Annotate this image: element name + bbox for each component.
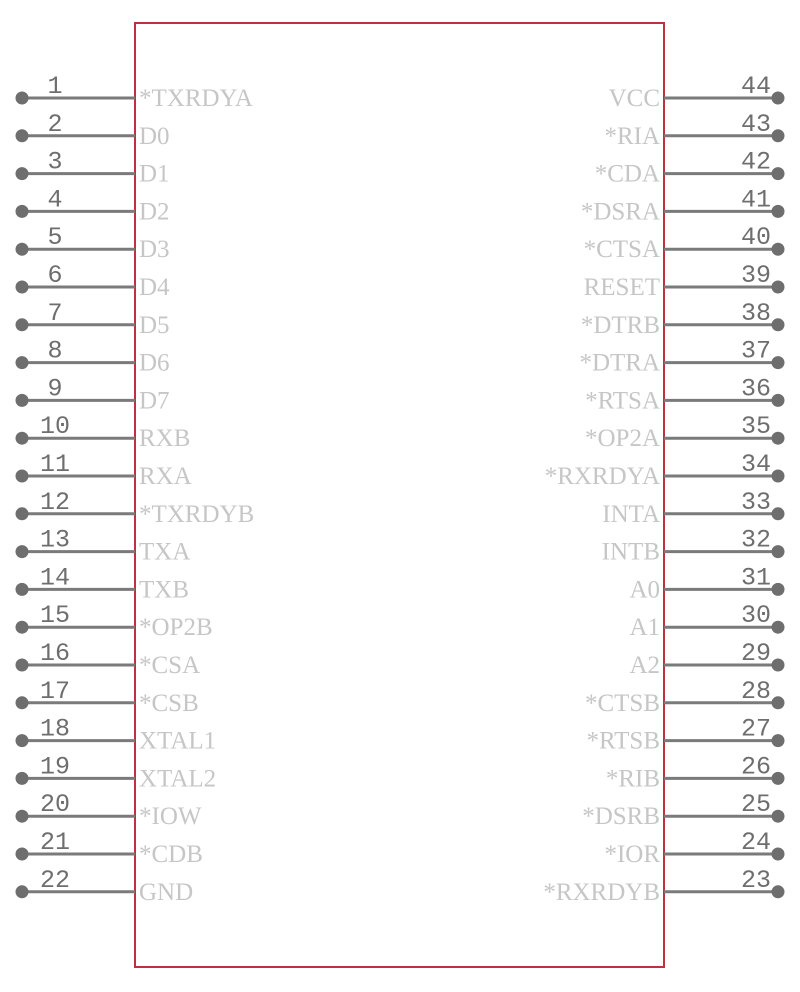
pin-name: *RTSB (586, 727, 660, 755)
pin-11 (16, 450, 192, 490)
pin-endpoint (16, 205, 29, 218)
pin-endpoint (772, 394, 785, 407)
pin-number: 17 (39, 676, 71, 706)
pin-name: XTAL1 (139, 727, 217, 755)
pin-42 (595, 148, 785, 188)
pin-name: *CTSB (584, 689, 660, 717)
pin-number: 32 (740, 525, 772, 555)
pin-number: 16 (39, 639, 71, 668)
pin-number: 23 (740, 865, 772, 895)
pin-number: 38 (740, 298, 772, 328)
pin-number: 31 (740, 563, 772, 593)
pin-43 (604, 110, 784, 150)
pin-number: 13 (39, 525, 71, 555)
pin-name: RXB (139, 425, 191, 453)
pin-number: 28 (740, 676, 772, 706)
pin-endpoint (16, 734, 29, 747)
pin-endpoint (16, 167, 29, 180)
pin-name: *CTSA (583, 236, 660, 264)
pin-37 (579, 337, 784, 377)
pin-19 (16, 752, 217, 792)
pin-endpoint (16, 545, 29, 558)
pin-13 (16, 526, 191, 566)
pin-number: 27 (740, 714, 772, 744)
pin-endpoint (16, 243, 29, 256)
pin-number: 36 (740, 374, 772, 404)
pin-name: RESET (583, 274, 660, 301)
pin-32 (602, 526, 785, 566)
pin-endpoint (772, 470, 785, 483)
pin-22 (16, 866, 194, 906)
pin-name: D5 (139, 311, 170, 339)
pin-25 (582, 790, 784, 830)
pin-endpoint (16, 318, 29, 331)
pin-name: INTB (601, 538, 660, 566)
pin-24 (604, 828, 784, 868)
pin-endpoint (16, 848, 29, 861)
pin-36 (585, 374, 784, 414)
pin-name: D4 (139, 274, 170, 301)
pin-endpoint (772, 659, 785, 672)
pin-number: 29 (740, 639, 772, 668)
pin-endpoint (16, 356, 29, 369)
pin-name: INTA (602, 500, 660, 528)
pin-endpoint (16, 92, 29, 105)
pin-number: 33 (740, 487, 772, 517)
pin-name: *RTSA (585, 387, 660, 415)
pin-name: *RXRDYA (544, 463, 660, 490)
pin-endpoint (772, 734, 785, 747)
pin-number: 3 (47, 147, 63, 177)
pin-number: 24 (740, 828, 772, 857)
pin-name: *CSB (139, 689, 199, 717)
pin-15 (16, 601, 213, 641)
pin-name: *RIA (604, 122, 660, 150)
pin-21 (16, 828, 203, 868)
pin-6 (16, 261, 171, 301)
pin-name: *CDB (139, 841, 203, 868)
pin-38 (581, 299, 785, 339)
pin-endpoint (16, 129, 29, 142)
pin-name: D0 (139, 122, 170, 150)
pin-name: *OP2A (584, 425, 660, 453)
pin-26 (606, 752, 785, 792)
pin-name: *DSRB (582, 803, 660, 831)
pin-name: *CSA (139, 652, 201, 679)
pin-name: XTAL2 (139, 765, 217, 793)
pin-number: 42 (740, 147, 772, 177)
pin-endpoint (772, 810, 785, 823)
pin-endpoint (772, 545, 785, 558)
pin-endpoint (772, 205, 785, 218)
pin-number: 21 (39, 828, 71, 857)
pin-name: VCC (608, 85, 660, 112)
pin-name: D6 (139, 349, 170, 377)
pin-endpoint (772, 848, 785, 861)
pin-number: 39 (740, 261, 772, 290)
pin-endpoint (772, 432, 785, 445)
pin-name: A1 (629, 614, 660, 642)
pin-endpoint (16, 621, 29, 634)
pin-name: *OP2B (139, 614, 213, 642)
pin-2 (16, 110, 170, 150)
pin-name: *DTRA (579, 349, 660, 377)
pin-number: 14 (39, 563, 71, 593)
pin-number: 15 (39, 601, 71, 631)
pin-endpoint (772, 318, 785, 331)
pin-endpoint (772, 92, 785, 105)
pin-endpoint (16, 507, 29, 520)
pin-endpoint (16, 696, 29, 709)
pin-endpoint (772, 621, 785, 634)
pin-14 (16, 563, 190, 603)
pin-endpoint (772, 885, 785, 898)
pin-number: 9 (47, 374, 63, 404)
pin-number: 35 (740, 412, 772, 442)
pin-number: 7 (47, 298, 63, 328)
pin-number: 43 (740, 109, 772, 139)
pin-number: 34 (740, 450, 772, 479)
pin-name: *TXRDYB (139, 500, 255, 528)
pin-name: TXB (139, 576, 189, 604)
pin-endpoint (16, 583, 29, 596)
pin-number: 5 (47, 223, 63, 253)
pin-9 (16, 374, 170, 414)
pin-30 (629, 601, 784, 641)
pin-number: 40 (740, 223, 772, 253)
pin-endpoint (16, 394, 29, 407)
pin-endpoint (772, 507, 785, 520)
pin-number: 25 (740, 790, 772, 820)
pin-number: 1 (47, 72, 63, 101)
pin-endpoint (772, 583, 785, 596)
pin-number: 19 (39, 752, 71, 782)
pin-name: A2 (629, 652, 660, 679)
pin-44 (609, 72, 785, 112)
pin-number: 10 (39, 412, 71, 442)
pin-endpoint (772, 696, 785, 709)
pin-name: *DSRA (580, 198, 660, 226)
pin-number: 41 (740, 185, 772, 215)
pin-33 (602, 488, 784, 528)
pin-endpoint (772, 281, 785, 294)
pin-4 (16, 185, 170, 225)
pin-20 (16, 790, 202, 830)
pin-endpoint (16, 470, 29, 483)
pin-41 (581, 185, 785, 225)
pin-name: D1 (139, 160, 170, 188)
pin-number: 22 (39, 865, 71, 895)
pin-3 (16, 148, 170, 188)
pin-16 (16, 639, 201, 679)
pin-name: *CDA (594, 160, 660, 188)
pin-name: RXA (139, 463, 192, 490)
pin-35 (585, 412, 785, 452)
pin-27 (586, 715, 784, 755)
pin-endpoint (772, 167, 785, 180)
pin-18 (16, 715, 217, 755)
pin-17 (16, 677, 199, 717)
pin-name: *IOR (604, 841, 660, 868)
pin-name: GND (139, 878, 194, 906)
pin-name: D2 (139, 198, 170, 226)
pin-endpoint (16, 810, 29, 823)
pin-number: 11 (39, 450, 71, 479)
pin-28 (585, 677, 785, 717)
pin-8 (16, 337, 170, 377)
pin-40 (584, 223, 785, 263)
pin-name: D3 (139, 236, 170, 264)
pin-number: 2 (47, 109, 63, 139)
pin-endpoint (772, 129, 785, 142)
pin-7 (16, 299, 170, 339)
pin-29 (629, 639, 784, 679)
pin-number: 12 (39, 487, 71, 517)
pin-endpoint (772, 356, 785, 369)
pin-name: TXA (139, 538, 191, 566)
pin-number: 4 (47, 185, 63, 215)
pin-endpoint (16, 885, 29, 898)
pin-endpoint (16, 659, 29, 672)
pin-31 (629, 563, 784, 603)
pin-number: 30 (740, 601, 772, 631)
pin-endpoint (16, 432, 29, 445)
pin-name: *IOW (139, 803, 202, 831)
pin-10 (16, 412, 191, 452)
pin-number: 37 (740, 336, 772, 366)
pin-name: *RIB (605, 765, 660, 793)
pin-number: 26 (740, 752, 772, 782)
pin-number: 8 (47, 336, 63, 366)
pin-number: 44 (740, 72, 772, 101)
pin-name: *TXRDYA (139, 85, 253, 112)
pin-5 (16, 223, 170, 263)
pin-number: 20 (39, 790, 71, 820)
pin-endpoint (772, 243, 785, 256)
pin-name: A0 (629, 576, 660, 604)
pin-name: *RXRDYB (543, 878, 660, 906)
pin-number: 6 (47, 261, 63, 290)
pin-39 (584, 261, 785, 301)
pin-endpoint (772, 772, 785, 785)
pin-name: D7 (139, 387, 170, 415)
pin-number: 18 (39, 714, 71, 744)
pin-name: *DTRB (580, 311, 660, 339)
pin-endpoint (16, 772, 29, 785)
pin-endpoint (16, 281, 29, 294)
